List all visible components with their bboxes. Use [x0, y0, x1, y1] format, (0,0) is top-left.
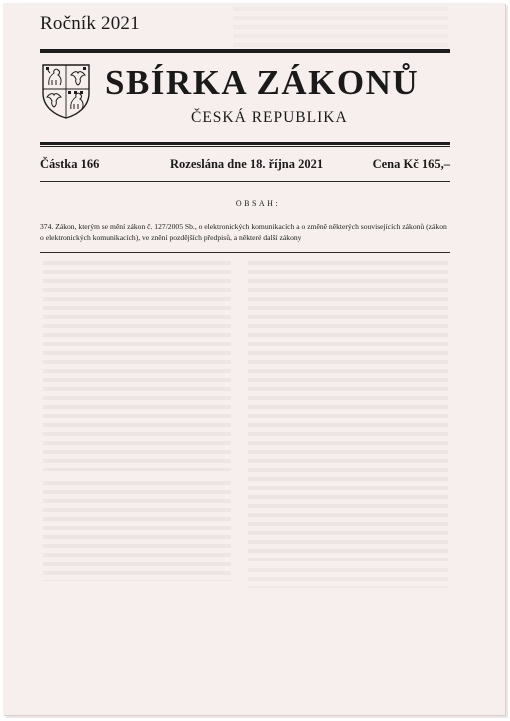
publication-title: SBÍRKA ZÁKONŮ — [105, 63, 420, 102]
show-through-text — [248, 261, 448, 561]
document-page — [3, 3, 505, 715]
czech-coat-of-arms-icon — [41, 63, 91, 119]
contents-item-text: Zákon, kterým se mění zákon č. 127/2005 Sb., o elektronických komunikacích a o změně některých souvisejících zákonů (zákon o elektronických komunikacích), ve znění pozdějších předpisů, a některé další zákony — [40, 222, 447, 242]
contents-item-number: 374. — [40, 222, 54, 231]
contents-heading: OBSAH: — [235, 199, 281, 208]
top-rule — [40, 49, 450, 53]
publication-subtitle: ČESKÁ REPUBLIKA — [191, 109, 348, 126]
show-through-text — [43, 481, 231, 581]
contents-rule — [40, 252, 450, 253]
issue-rule — [40, 181, 450, 182]
contents-item — [40, 221, 450, 243]
distribution-date: Rozeslána dne 18. října 2021 — [170, 157, 324, 171]
header-double-rule — [40, 142, 450, 147]
show-through-text — [43, 261, 231, 471]
issue-price: Cena Kč 165,– — [372, 157, 450, 171]
volume-label: Ročník 2021 — [40, 13, 140, 34]
issue-number: Částka 166 — [40, 157, 100, 171]
show-through-text — [233, 7, 448, 47]
show-through-text — [248, 568, 448, 588]
